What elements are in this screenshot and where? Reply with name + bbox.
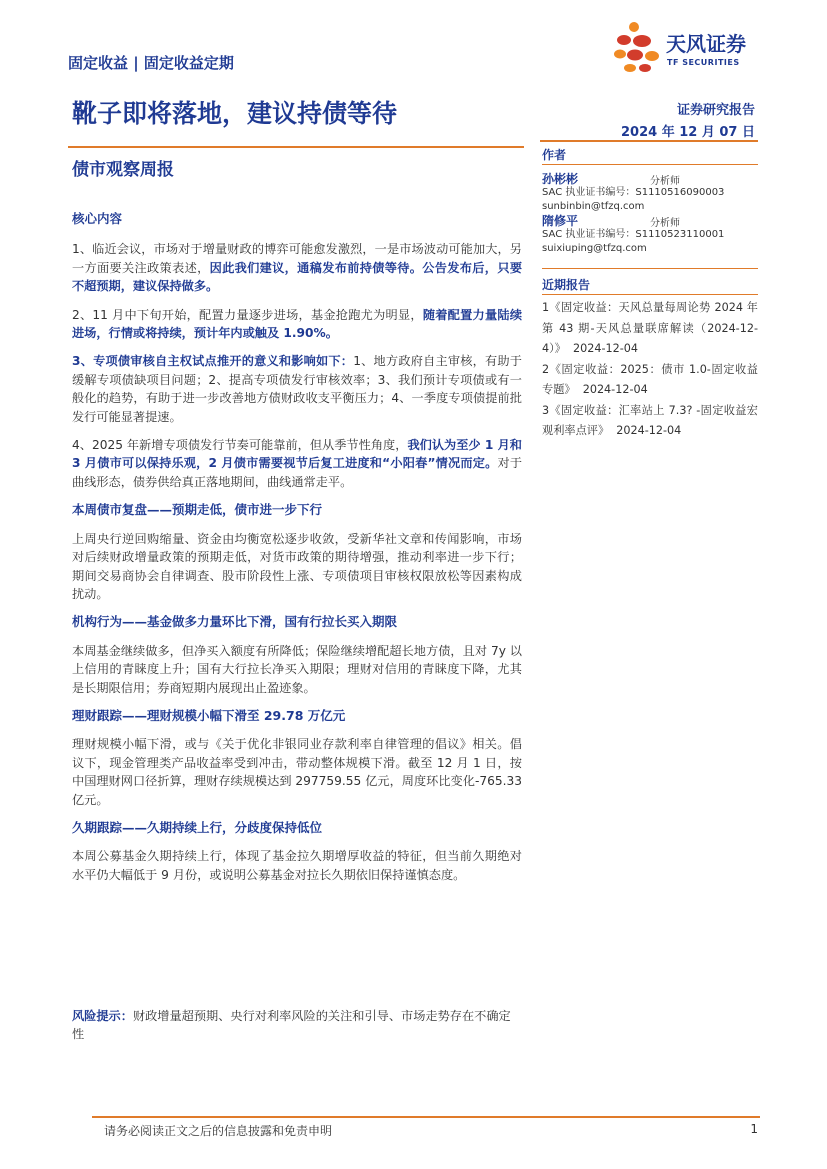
authors-heading: 作者 (542, 148, 567, 162)
recent-report-item[interactable]: 3《固定收益：汇率站上 7.3? -固定收益宏观利率点评》 2024-12-04 (542, 403, 758, 437)
core-point-3: 3、专项债审核自主权试点推开的意义和影响如下：1、地方政府自主审核，有助于缓解专项债缺项目问题；2、提高专项债发行审核效率；3、我们预计专项债或有一般化的趋势，有助于进一步改善地方债财政收支平衡压力；4、一季度专项债提前批发行可能显著提速。 (72, 354, 522, 424)
duration-text: 本周公募基金久期持续上行，体现了基金拉久期增厚收益的特征，但当前久期绝对水平仍大幅低于 9 月份，或说明公募基金对拉长久期依旧保持谨慎态度。 (72, 849, 522, 882)
institution-text: 本周基金继续做多，但净买入额度有所降低；保险继续增配超长地方债，且对 7y 以上信用的青睐度上升；国有大行拉长净买入期限；理财对信用的青睐度下降，尤其是长期限信用；券商短期内展现出止盈迹象。 (72, 643, 522, 695)
core-point-4: 4、2025 年新增专项债发行节奏可能靠前，但从季节性角度，我们认为至少 1 月和 3 月债市可以保持乐观，2 月债市需要视节后复工进度和“小阳春”情况而定。对于曲线形态，债券供给真正落地期间，曲线通常走平。 (72, 438, 523, 489)
core-heading: 核心内容 (72, 211, 123, 226)
document-type: 证券研究报告 (676, 103, 755, 118)
author-role: 分析师 (650, 176, 680, 187)
author-2 (542, 212, 758, 256)
market-review-text: 上周央行逆回购缩量、资金由均衡宽松逐步收敛，受新华社文章和传闻影响，市场对后续财政增量政策的预期走低，对货市政策的期待增强，推动利率进一步下行；期间交易商协会自律调查、股市阶段性上涨、专项债项目审核权限放松等因素构成扰动。 (72, 531, 522, 601)
logo-text-en: TF SECURITIES (667, 58, 740, 67)
title-divider (68, 146, 524, 148)
author-sac: SAC 执业证书编号：S1110516090003 (542, 187, 725, 198)
recent-divider-top (542, 268, 758, 269)
footer-divider (92, 1116, 760, 1118)
author-sac: SAC 执业证书编号：S1110523110001 (542, 229, 725, 240)
recent-reports-heading: 近期报告 (542, 278, 591, 292)
recent-report-item[interactable]: 2《固定收益：2025：债市 1.0-固定收益专题》 2024-12-04 (542, 362, 758, 396)
logo-text-cn: 天风证券 (666, 32, 746, 56)
risk-text: 财政增量超预期、央行对利率风险的关注和引导、市场走势存在不确定性 (72, 1009, 511, 1041)
main-content (72, 210, 522, 894)
author-name: 隋修平 (542, 214, 579, 228)
recent-divider (542, 294, 758, 295)
risk-label: 风险提示： (72, 1009, 133, 1023)
duration-heading: 久期跟踪——久期持续上行，分歧度保持低位 (72, 819, 323, 835)
report-category: 固定收益 | 固定收益定期 (68, 54, 234, 72)
page-number: 1 (750, 1122, 758, 1136)
risk-warning (72, 1007, 522, 1043)
core-point-1: 1、临近会议，市场对于增量财政的博弈可能愈发激烈，一是市场波动可能加大，另一方面要关注政策表述，因此我们建议，通稿发布前持债等待。公告发布后，只要不超预期，建议保持做多。 (72, 242, 523, 294)
logo-mark-icon (612, 20, 664, 74)
report-subtitle: 债市观察周报 (72, 160, 174, 180)
company-logo (612, 20, 762, 74)
footer-disclaimer: 请务必阅读正文之后的信息披露和免责申明 (104, 1124, 333, 1138)
sidebar-divider (540, 140, 758, 142)
market-review-heading: 本周债市复盘——预期走低，债市进一步下行 (72, 502, 323, 518)
core-point-2: 2、11 月中下旬开始，配置力量逐步进场，基金抢跑尤为明显，随着配置力量陆续进场，行情或将持续，预计年内或触及 1.90%。 (72, 307, 523, 341)
report-date: 2024 年 12 月 07 日 (621, 125, 755, 140)
author-role: 分析师 (650, 218, 680, 229)
recent-reports-list (542, 298, 758, 442)
recent-report-item[interactable]: 1《固定收益：天风总量每周论势 2024 年第 43 期-天风总量联席解读（2024-12-4）》 2024-12-04 (542, 301, 758, 355)
author-1 (542, 170, 758, 214)
wealth-management-text: 理财规模小幅下滑，或与《关于优化非银同业存款利率自律管理的倡议》相关。倡议下，现金管理类产品收益率受到冲击，带动整体规模下滑。截至 12 月 1 日，按中国理财网口径折算，理财存续规模达到 297759.55 亿元，周度环比变化-765.33 亿元。 (72, 737, 522, 807)
wealth-management-heading: 理财跟踪——理财规模小幅下滑至 29.78 万亿元 (72, 707, 346, 723)
author-name: 孙彬彬 (542, 172, 579, 186)
institution-heading: 机构行为——基金做多力量环比下滑，国有行拉长买入期限 (72, 614, 398, 630)
author-email[interactable]: sunbinbin@tfzq.com (542, 201, 645, 212)
report-title: 靴子即将落地，建议持债等待 (72, 99, 398, 128)
authors-divider (542, 164, 758, 165)
author-email[interactable]: suixiuping@tfzq.com (542, 243, 647, 254)
